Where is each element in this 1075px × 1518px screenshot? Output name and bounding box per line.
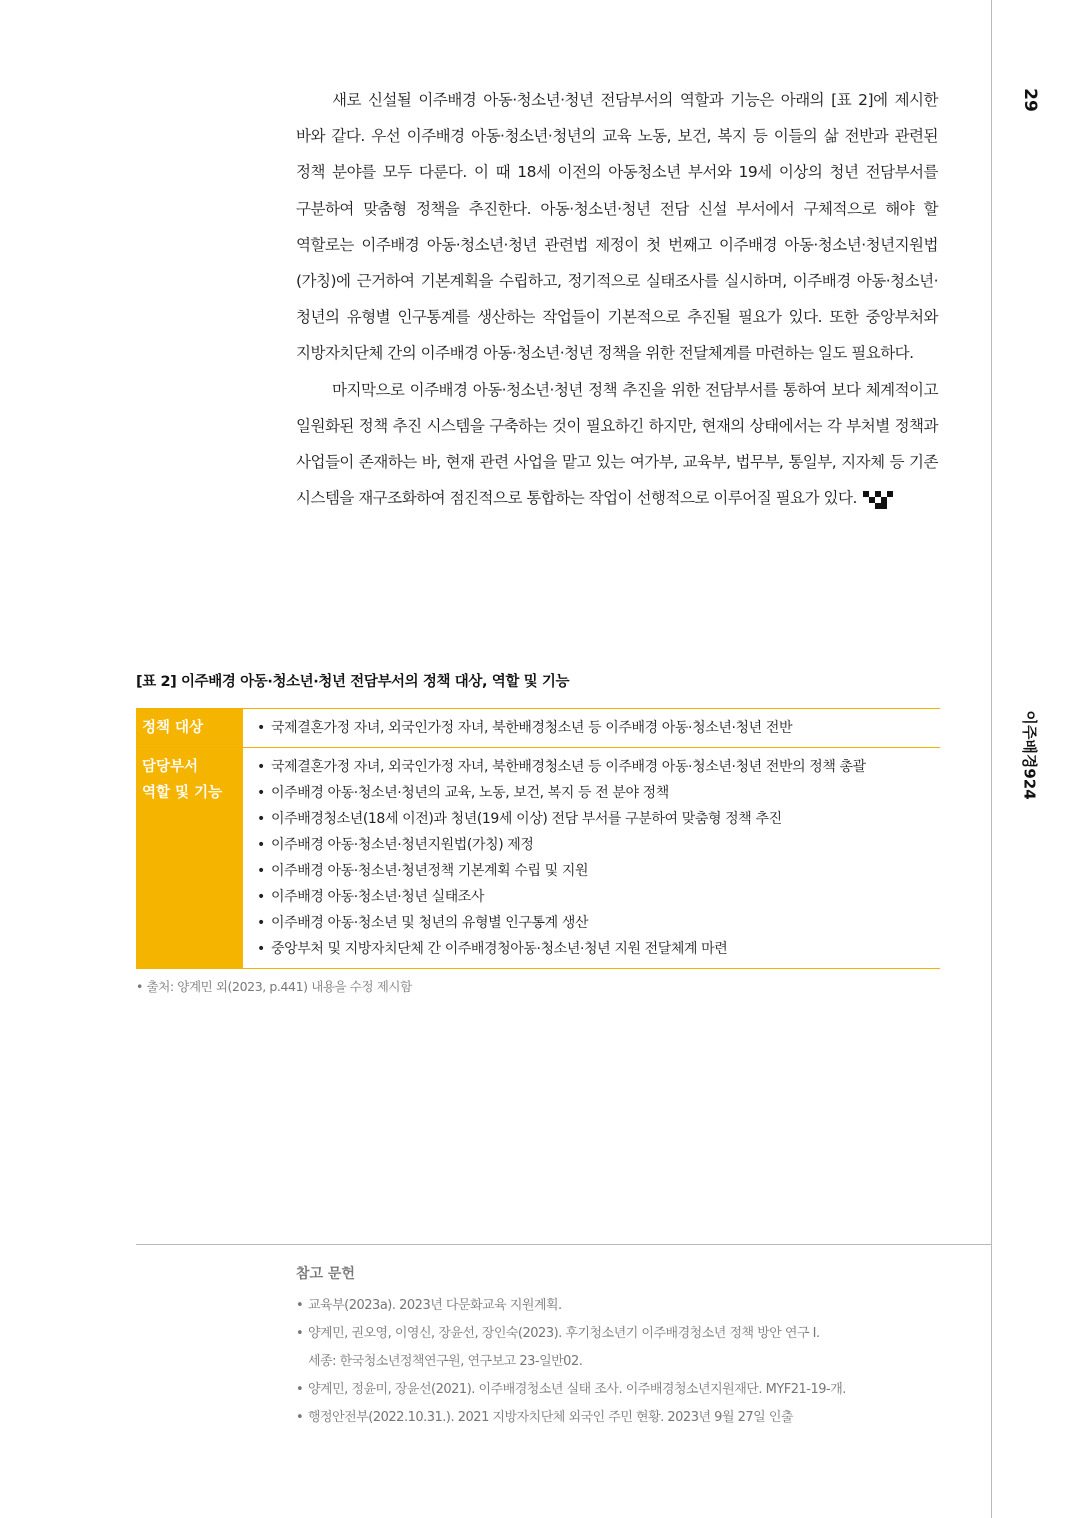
list-item: • 이주배경 아동·청소년·청년정책 기본계획 수립 및 지원 xyxy=(255,858,940,884)
list-item: • 이주배경 아동·청소년·청년의 교육, 노동, 보건, 복지 등 전 분야 정책 xyxy=(255,780,940,806)
side-running-title: 이주배경924 xyxy=(1020,710,1039,800)
paragraph-1: 새로 신설될 이주배경 아동·청소년·청년 전담부서의 역할과 기능은 아래의 [표 2]에 제시한 바와 같다. 우선 이주배경 아동·청소년·청년의 교육 노동, 보건, 복지 등 이들의 삶 전반과 관련된 정책 분야를 모두 다룬다. 이 때 18세 이전의 아동청소년 부서와 19세 이상의 청년 전담부서를 구분하여 맞춤형 정책을 추진한다. 아동·청소년·청년 전담 신설 부서에서 구체적으로 해야 할 역할로는 이주배경 아동·청소년·청년 관련법 제정이 첫 번째고 이주배경 아동·청소년·청년지원법(가칭)에 근거하여 기본계획을 수립하고, 정기적으로 실태조사를 실시하며, 이주배경 아동·청소년·청년의 유형별 인구통계를 생산하는 작업들이 기본적으로 추진될 필요가 있다. 또한 중앙부처와 지방자치단체 간의 이주배경 아동·청소년·청년 정책을 위한 전달체계를 마련하는 일도 필요하다. xyxy=(296,91,938,363)
list-item: • 이주배경 아동·청소년 및 청년의 유형별 인구통계 생산 xyxy=(255,910,940,936)
list-item: • 이주배경 아동·청소년·청년 실태조사 xyxy=(255,884,940,910)
table-row-target xyxy=(136,709,940,747)
policy-table xyxy=(136,708,940,969)
table-caption: [표 2] 이주배경 아동·청소년·청년 전담부서의 정책 대상, 역할 및 기능 xyxy=(136,674,570,690)
list-item: • 이주배경청소년(18세 이전)과 청년(19세 이상) 전담 부서를 구분하여 맞춤형 정책 추진 xyxy=(255,806,940,832)
reference-item: • 양계민, 정윤미, 장윤선(2021). 이주배경청소년 실태 조사. 이주배경청소년지원재단. MYF21-19-개. xyxy=(296,1376,956,1404)
row-content-target xyxy=(243,709,940,747)
references-section xyxy=(296,1264,956,1432)
reference-item: • 교육부(2023a). 2023년 다문화교육 지원계획. xyxy=(296,1292,956,1320)
list-item: • 국제결혼가정 자녀, 외국인가정 자녀, 북한배경청소년 등 이주배경 아동·청소년·청년 전반 xyxy=(255,715,940,741)
list-item: • 국제결혼가정 자녀, 외국인가정 자녀, 북한배경청소년 등 이주배경 아동·청소년·청년 전반의 정책 총괄 xyxy=(255,754,940,780)
row-header-target: 정책 대상 xyxy=(136,709,243,747)
row-content-roles xyxy=(243,748,940,968)
side-divider xyxy=(991,0,992,1518)
references-title: 참고 문헌 xyxy=(296,1266,355,1282)
table-source-note: • 출처: 양계민 외(2023, p.441) 내용을 수정 제시함 xyxy=(136,979,412,994)
table-row-roles xyxy=(136,747,940,968)
list-item: • 이주배경 아동·청소년·청년지원법(가칭) 제정 xyxy=(255,832,940,858)
list-item: • 중앙부처 및 지방자치단체 간 이주배경청아동·청소년·청년 지원 전달체계 마련 xyxy=(255,936,940,962)
end-mark-icon xyxy=(863,489,895,509)
reference-item: • 양계민, 권오영, 이영신, 장윤선, 장인숙(2023). 후기청소년기 이주배경청소년 정책 방안 연구 I. 세종: 한국청소년정책연구원, 연구보고 23-일반02. xyxy=(296,1320,956,1376)
references-divider xyxy=(136,1244,992,1245)
body-text xyxy=(296,82,938,516)
row-header-roles: 담당부서 역할 및 기능 xyxy=(136,748,243,968)
paragraph-2: 마지막으로 이주배경 아동·청소년·청년 정책 추진을 위한 전담부서를 통하여 보다 체계적이고 일원화된 정책 추진 시스템을 구축하는 것이 필요하긴 하지만, 현재의 상태에서는 각 부처별 정책과 사업들이 존재하는 바, 현재 관련 사업을 맡고 있는 여가부, 교육부, 법무부, 통일부, 지자체 등 기존 시스템을 재구조화하여 점진적으로 통합하는 작업이 선행적으로 이루어질 필요가 있다. xyxy=(296,380,938,508)
reference-item: • 행정안전부(2022.10.31.). 2021 지방자치단체 외국인 주민 현황. 2023년 9월 27일 인출 xyxy=(296,1404,956,1432)
page-number: 29 xyxy=(1020,88,1040,112)
